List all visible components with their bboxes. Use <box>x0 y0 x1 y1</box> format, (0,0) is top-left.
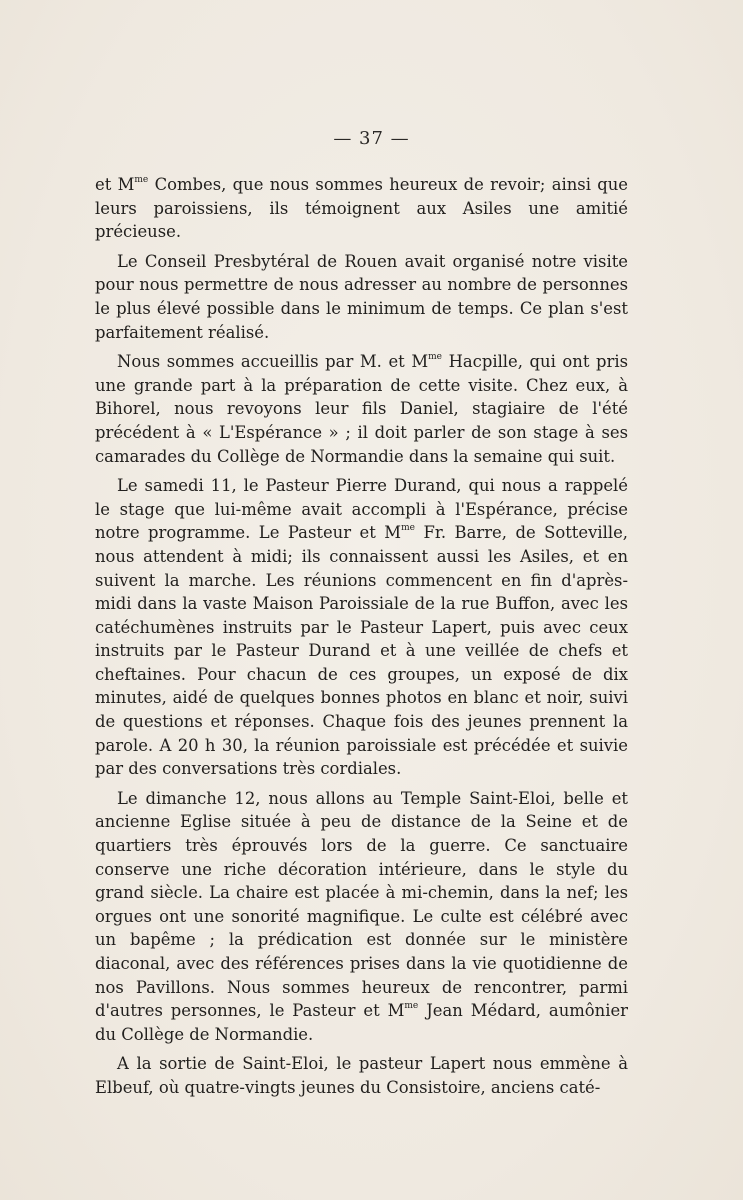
paragraph-2-text: Le Conseil Presbytéral de Rouen avait organisé notre visite pour nous permettre de nous adresser au nombre de personnes le plus élevé possible dans le minimum de temps. Ce plan s'est parfaitement réalisé. <box>95 251 628 342</box>
superscript-me: me <box>401 523 415 534</box>
paragraph-4-text: Le samedi 11, le Pasteur Pierre Durand, qui nous a rappelé le stage que lui-même avait accompli à l'Espérance, précise notre programme. Le Pasteur et M <box>95 476 628 543</box>
paragraph-2 <box>95 250 628 344</box>
paragraph-3-text-cont: Hacpille, qui ont pris une grande part à la préparation de cette visite. Chez eux, à Bihorel, nous revoyons leur fils Daniel, stagiaire de l'été précédent à « L'Espérance » ; il doit parler de son stage à ses camarades du Collège de Normandie dans la semaine qui suit. <box>95 352 629 466</box>
superscript-me: me <box>428 352 442 363</box>
paragraph-6-text: A la sortie de Saint-Eloi, le pasteur Lapert nous emmène à Elbeuf, où quatre-vingts jeunes du Consistoire, anciens caté- <box>95 1054 628 1097</box>
paragraph-1-text: et M <box>95 175 135 194</box>
paragraph-6 <box>95 1052 628 1099</box>
paragraph-5 <box>95 787 628 1047</box>
superscript-me: me <box>404 1001 419 1012</box>
superscript-me: me <box>134 175 149 185</box>
paragraph-5-text-cont: Jean Médard, aumônier du Collège de Normandie. <box>95 1001 628 1044</box>
paragraph-3-text: Nous sommes accueillis par M. et M <box>117 352 429 372</box>
paragraph-5-text: Le dimanche 12, nous allons au Temple Saint-Eloi, belle et ancienne Eglise située à peu de distance de la Seine et de quartiers très éprouvés lors de la guerre. Ce sanctuaire conserve une riche décoration intérieure, dans le style du grand siècle. La chaire est placée à mi-chemin, dans la nef; les orgues ont une sonorité magnifique. Le culte est célébré avec un bapême ; la prédication est donnée sur le ministère diaconal, avec des références prises dans la vie quotidienne de nos Pavillons. Nous sommes heureux de rencontrer, parmi d'autres personnes, le Pasteur et M <box>95 788 628 1021</box>
paragraph-3 <box>95 350 628 468</box>
page-number: — 37 — <box>333 128 410 149</box>
paragraph-1 <box>95 173 628 244</box>
paragraph-4-text-cont: Fr. Barre, de Sotteville, nous attendent à midi; ils connaissent aussi les Asiles, et en suivent la marche. Les réunions commencent en fin d'après-midi dans la vaste Maison Paroissiale de la rue Buffon, avec les catéchumènes instruits par le Pasteur Lapert, puis avec ceux instruits par le Pasteur Durand et à une veillée de chefs et cheftaines. Pour chacun de ces groupes, un exposé de dix minutes, aidé de quelques bonnes photos en blanc et noir, suivi de questions et réponses. Chaque fois des jeunes prennent la parole. A 20 h 30, la réunion paroissiale est précédée et suivie par des conversations très cordiales. <box>95 523 628 779</box>
body-text <box>95 173 628 1106</box>
paragraph-1-text-cont: Combes, que nous sommes heureux de revoir; ainsi que leurs paroissiens, ils témoignent aux Asiles une amitié précieuse. <box>95 175 628 242</box>
paragraph-4 <box>95 474 628 781</box>
